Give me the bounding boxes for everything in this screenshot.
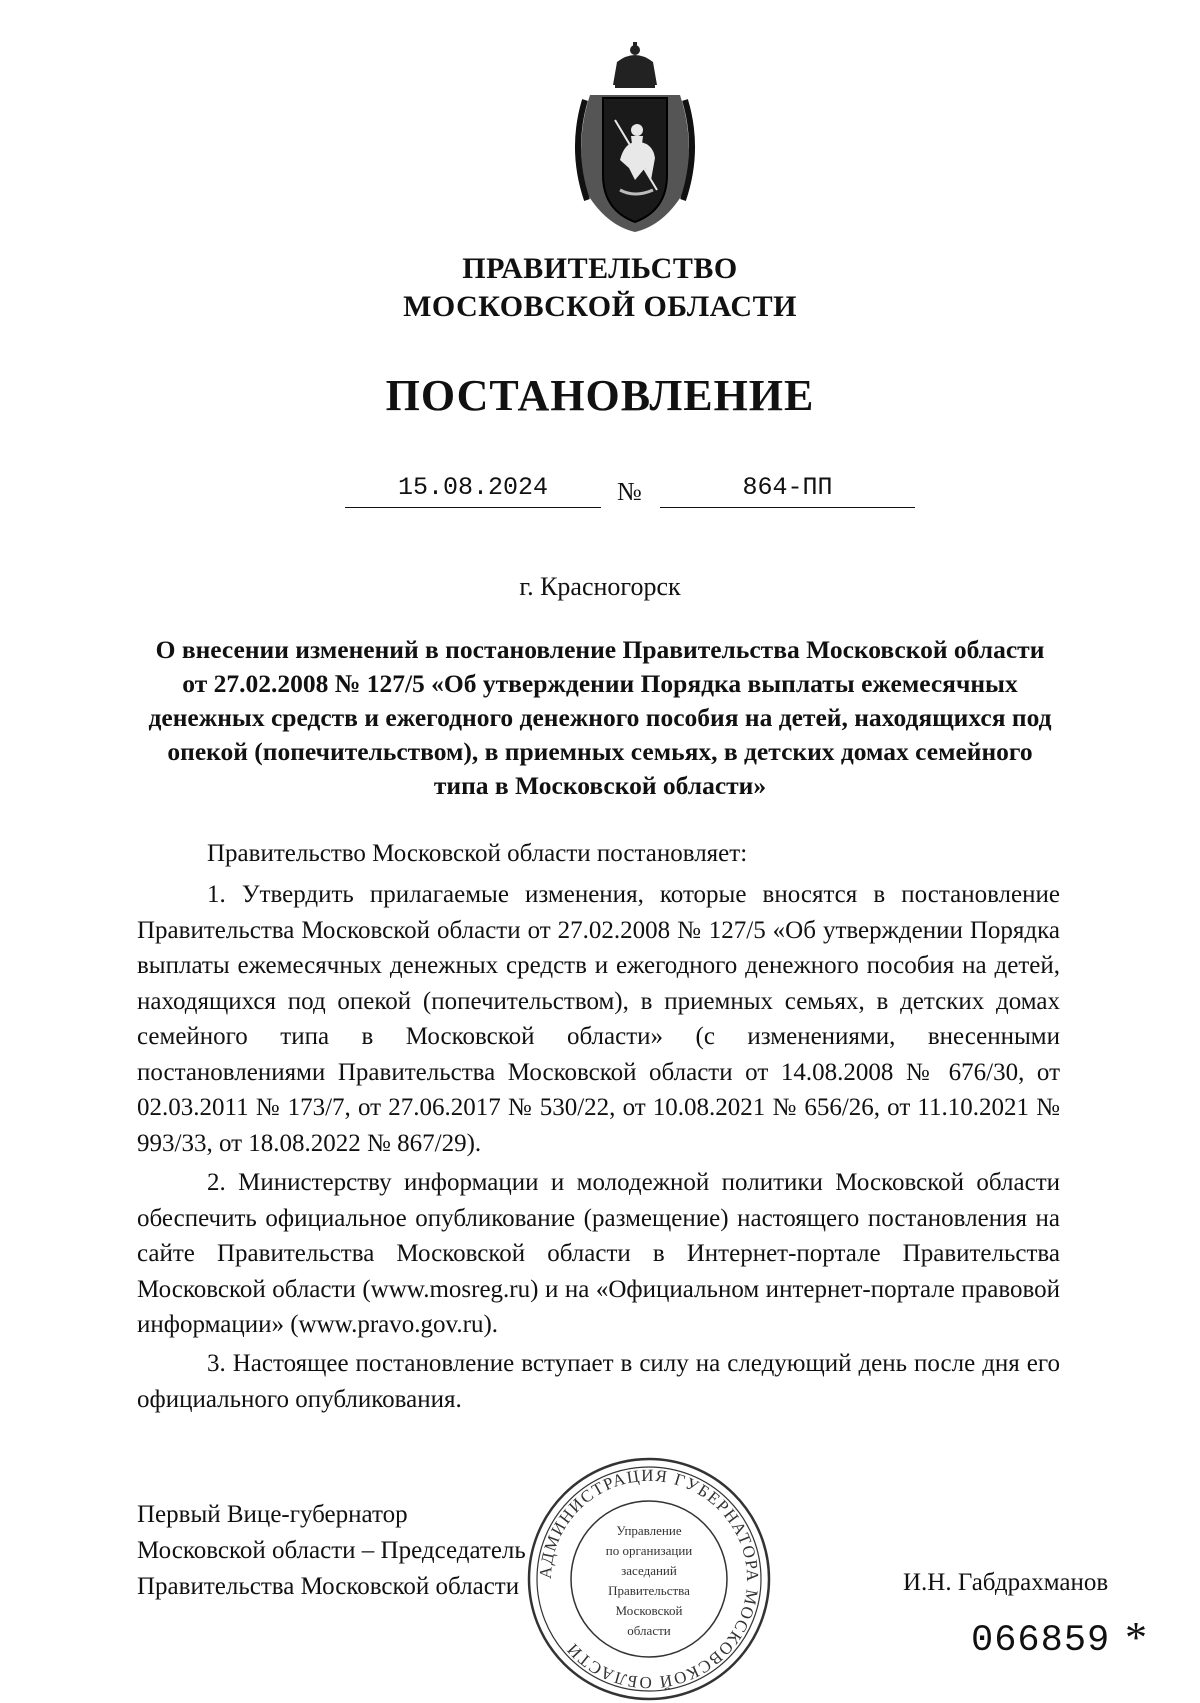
decree-intro: Правительство Московской области постановляет: — [207, 840, 748, 867]
document-type: ПОСТАНОВЛЕНИЕ — [385, 371, 815, 420]
stamp-inner-line: области — [627, 1623, 671, 1638]
document-city: г. Красногорск — [519, 572, 681, 601]
org-name-line2: МОСКОВСКОЙ ОБЛАСТИ — [403, 290, 797, 323]
stamp-inner-line: заседаний — [621, 1563, 677, 1578]
stamp-inner-line: Московской — [615, 1603, 683, 1618]
paragraph-2: 2. Министерству информации и молодежной политики Московской области обеспечить официальное опубликование (размещение) настоящего постановления на сайте Правительства Московской области в Интернет-портале Правительства Московской области (www.mosreg.ru) и на «Официальном интернет-портале правовой информации» (www.pravo.gov.ru). — [137, 1169, 1060, 1338]
document-subject: О внесении изменений в постановление Правительства Московской области от 27.02.2008 № 127/5 «Об утверждении Порядка выплаты ежемесячных денежных средств и ежегодного денежного пособия на детей, находящихся под опекой (попечительством), в приемных семьях, в детских домах семейного типа в Московской области» — [148, 635, 1052, 800]
signatory-position — [137, 1497, 526, 1605]
serial-number: 066859 — [971, 1620, 1111, 1662]
paragraph-1: 1. Утвердить прилагаемые изменения, которые вносятся в постановление Правительства Московской области от 27.02.2008 № 127/5 «Об утверждении Порядка выплаты ежемесячных денежных средств и ежегодного денежного пособия на детей, находящихся под опекой (попечительством), в приемных семьях, в детских домах семейного типа в Московской области» (с изменениями, внесенными постановлениями Правительства Московской области от 14.08.2008 № 676/30, от 02.03.2011 № 173/7, от 27.06.2017 № 530/22, от 10.08.2021 № 656/26, от 11.10.2021 № 993/33, от 18.08.2022 № 867/29). — [137, 881, 1060, 1157]
document-number: 864-ПП — [660, 473, 915, 508]
signatory-name: И.Н. Габдрахманов — [903, 1569, 1109, 1596]
stamp-inner-line: по организации — [605, 1543, 693, 1558]
signatory-line1: Первый Вице-губернатор — [137, 1501, 408, 1528]
org-name-line1: ПРАВИТЕЛЬСТВО — [462, 252, 738, 285]
signatory-line3: Правительства Московской области — [137, 1573, 520, 1600]
stamp-inner-line: Правительства — [608, 1583, 690, 1598]
asterisk-mark: * — [1125, 1613, 1147, 1662]
moscow-oblast-coat-of-arms-icon — [565, 40, 705, 235]
stamp-outer-text: АДМИНИСТРАЦИЯ ГУБЕРНАТОРА МОСКОВСКОЙ ОБЛАСТИ — [535, 1465, 763, 1693]
official-stamp — [525, 1455, 773, 1703]
svg-text:АДМИНИСТРАЦИЯ ГУБЕРНАТОРА МОСК — [536, 1466, 762, 1692]
document-date: 15.08.2024 — [345, 473, 601, 508]
stamp-inner-line: Управление — [616, 1523, 682, 1538]
paragraph-3: 3. Настоящее постановление вступает в силу на следующий день после дня его официального опубликования. — [137, 1350, 1060, 1413]
number-sign: № — [617, 477, 642, 506]
signatory-line2: Московской области – Председатель — [137, 1537, 526, 1564]
